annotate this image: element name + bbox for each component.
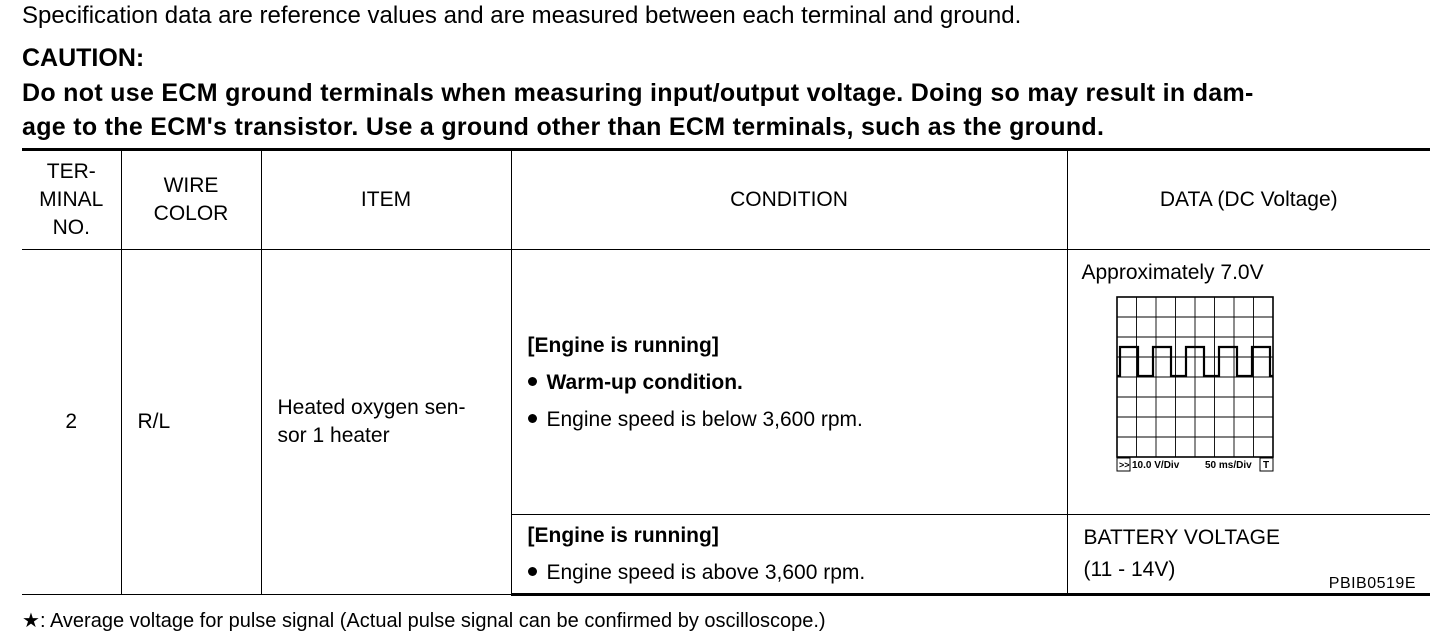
bullet-icon (528, 414, 537, 423)
condition-bullet-text: Engine speed is above 3,600 rpm. (546, 561, 866, 584)
item-line: sor 1 heater (277, 424, 390, 447)
battery-voltage-line: BATTERY VOLTAGE (1083, 526, 1280, 549)
header-terminal-line: NO. (52, 216, 90, 239)
scope-volt-div: 10.0 V/Div (1131, 460, 1179, 471)
condition-bullet-text: Engine speed is below 3,600 rpm. (546, 407, 863, 431)
spec-table (22, 148, 1430, 596)
header-item: ITEM (261, 150, 511, 250)
scope-time-div: 50 ms/Div (1204, 460, 1252, 471)
condition-title: [Engine is running] (527, 333, 719, 357)
header-condition: CONDITION (511, 150, 1067, 250)
caution-line-1: Do not use ECM ground terminals when measuring input/output voltage. Doing so may result in dam- (22, 79, 1254, 107)
bullet-icon (528, 377, 537, 386)
scope-prefix: >> (1118, 460, 1130, 470)
header-terminal-line: MINAL (39, 188, 104, 211)
header-wire-color (121, 150, 261, 250)
condition-bullet (528, 401, 1067, 438)
terminal-number: 2 (22, 250, 121, 595)
footnote (22, 608, 826, 633)
item-description (261, 250, 511, 595)
condition-bullet (528, 364, 1067, 401)
item-line: Heated oxygen sen- (277, 396, 466, 419)
star-icon: ★ (22, 610, 40, 632)
battery-voltage-range: (11 - 14V) (1083, 558, 1176, 581)
intro-text: Specification data are reference values and are measured between each terminal and ground. (22, 2, 1022, 29)
figure-code: PBIB0519E (1328, 574, 1416, 592)
header-wire-line: WIRE (163, 174, 219, 197)
oscilloscope-waveform (1104, 296, 1284, 491)
condition-cell (511, 515, 1067, 595)
bullet-icon (528, 567, 537, 576)
condition-bullet-text: Warm-up condition. (546, 370, 743, 394)
condition-bullet (528, 554, 1067, 591)
condition-title: [Engine is running] (527, 524, 719, 547)
scope-trigger: T (1262, 460, 1269, 471)
caution-heading: CAUTION: (22, 44, 145, 72)
header-wire-line: COLOR (153, 202, 229, 225)
table-row (22, 250, 1430, 515)
data-approx-text: Approximately 7.0V (1081, 261, 1264, 284)
header-terminal-no (22, 150, 121, 250)
wire-color: R/L (121, 250, 261, 595)
footnote-text: : Average voltage for pulse signal (Actual pulse signal can be confirmed by oscilloscope.) (39, 610, 826, 632)
caution-body (22, 76, 1422, 144)
caution-line-2: age to the ECM's transistor. Use a ground other than ECM terminals, such as the ground. (22, 113, 1105, 141)
table-header-row (22, 150, 1430, 250)
header-data: DATA (DC Voltage) (1067, 150, 1430, 250)
header-terminal-line: TER- (46, 160, 96, 183)
condition-cell (511, 250, 1067, 515)
waveform-figure (1082, 260, 1412, 500)
